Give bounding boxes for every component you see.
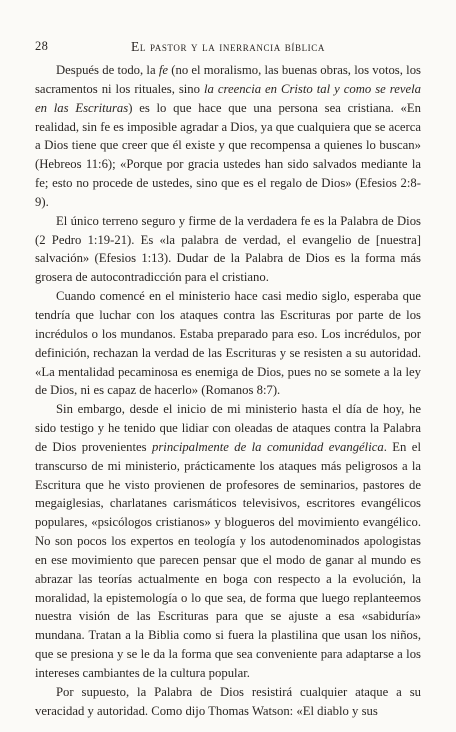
body-paragraph xyxy=(35,287,421,400)
body-paragraph xyxy=(35,400,421,683)
text-run: ) es lo que hace que una persona sea cristiana. «En realidad, sin fe es imposible agradar a Dios, ya que cualquiera que se acerca a Dios tiene que creer que él existe y que recompensa a quienes lo buscan» (Hebreos 11:6); «Porque por gracia ustedes han sido salvados mediante la fe; esto no procede de ustedes, sino que es el regalo de Dios» (Efesios 2:8-9). xyxy=(35,100,421,209)
body-text xyxy=(35,61,421,721)
running-title: El pastor y la inerrancia bíblica xyxy=(131,39,325,54)
italic-run: principalmente de la comunidad evangélica xyxy=(152,439,384,454)
text-run: (no el moralismo, las buenas obras, los votos, los sacramentos ni los rituales, sino xyxy=(35,63,421,96)
italic-run: la creencia en Cristo tal y como se revela en las Escrituras xyxy=(35,81,421,115)
text-run: Por supuesto, la Palabra de Dios resistirá cualquier ataque a su veracidad y autoridad. Como dijo Thomas Watson: «El diablo y sus xyxy=(35,684,421,718)
text-run: El único terreno seguro y firme de la verdadera fe es la Palabra de Dios (2 Pedro 1:19-21). Es «la palabra de verdad, el evangelio de [nuestra] salvación» (Efesios 1:13). Dudar de la Palabra de Dios es la forma más grosera de autocontradicción para el cristiano. xyxy=(35,213,421,285)
body-paragraph xyxy=(35,683,421,721)
body-paragraph xyxy=(35,212,421,287)
text-run: Sin embargo, desde el inicio de mi ministerio hasta el día de hoy, he sido testigo y he tenido que lidiar con oleadas de ataques contra la Palabra de Dios provenientes xyxy=(35,402,421,454)
text-run: . En el transcurso de mi ministerio, prácticamente los ataques más peligrosos a la Escritura que he visto provienen de profesores de seminarios, pastores de megaiglesias, charlatanes carismáticos televisivos, escritores evangélicos populares, «psicólogos cristianos» y blogueros del movimiento evangélico. No son pocos los expertos en teología y los autodenominados apologistas en ese movimiento que parecen pensar que el modo de ganar al mundo es abrazar las teorías actualmente en boga con respecto a la evolución, la moralidad, la epistemología o lo que sea, de forma que luego replanteemos nuestra visión de las Escrituras para que se ajuste a esa «sabiduría» mundana. Tratan a la Biblia como si fuera la plastilina que usan los niños, que se presiona y se le da la forma que sea conveniente para adaptarse a los intereses cambiantes de la cultura popular. xyxy=(35,439,421,680)
body-paragraph xyxy=(35,61,421,212)
page-header xyxy=(35,39,421,55)
italic-run: fe xyxy=(158,63,168,77)
text-run: Después de todo, la xyxy=(56,63,159,77)
page-number: 28 xyxy=(35,39,49,53)
text-run: Cuando comencé en el ministerio hace casi medio siglo, esperaba que tendría que luchar con los ataques contra las Escrituras por parte de los incrédulos o los mundanos. Estaba preparado para eso. Los incrédulos, por definición, rechazan la verdad de las Escrituras y se resisten a su autoridad. «La mentalidad pecaminosa es enemiga de Dios, pues no se somete a la ley de Dios, ni es capaz de hacerlo» (Romanos 8:7). xyxy=(35,289,421,398)
